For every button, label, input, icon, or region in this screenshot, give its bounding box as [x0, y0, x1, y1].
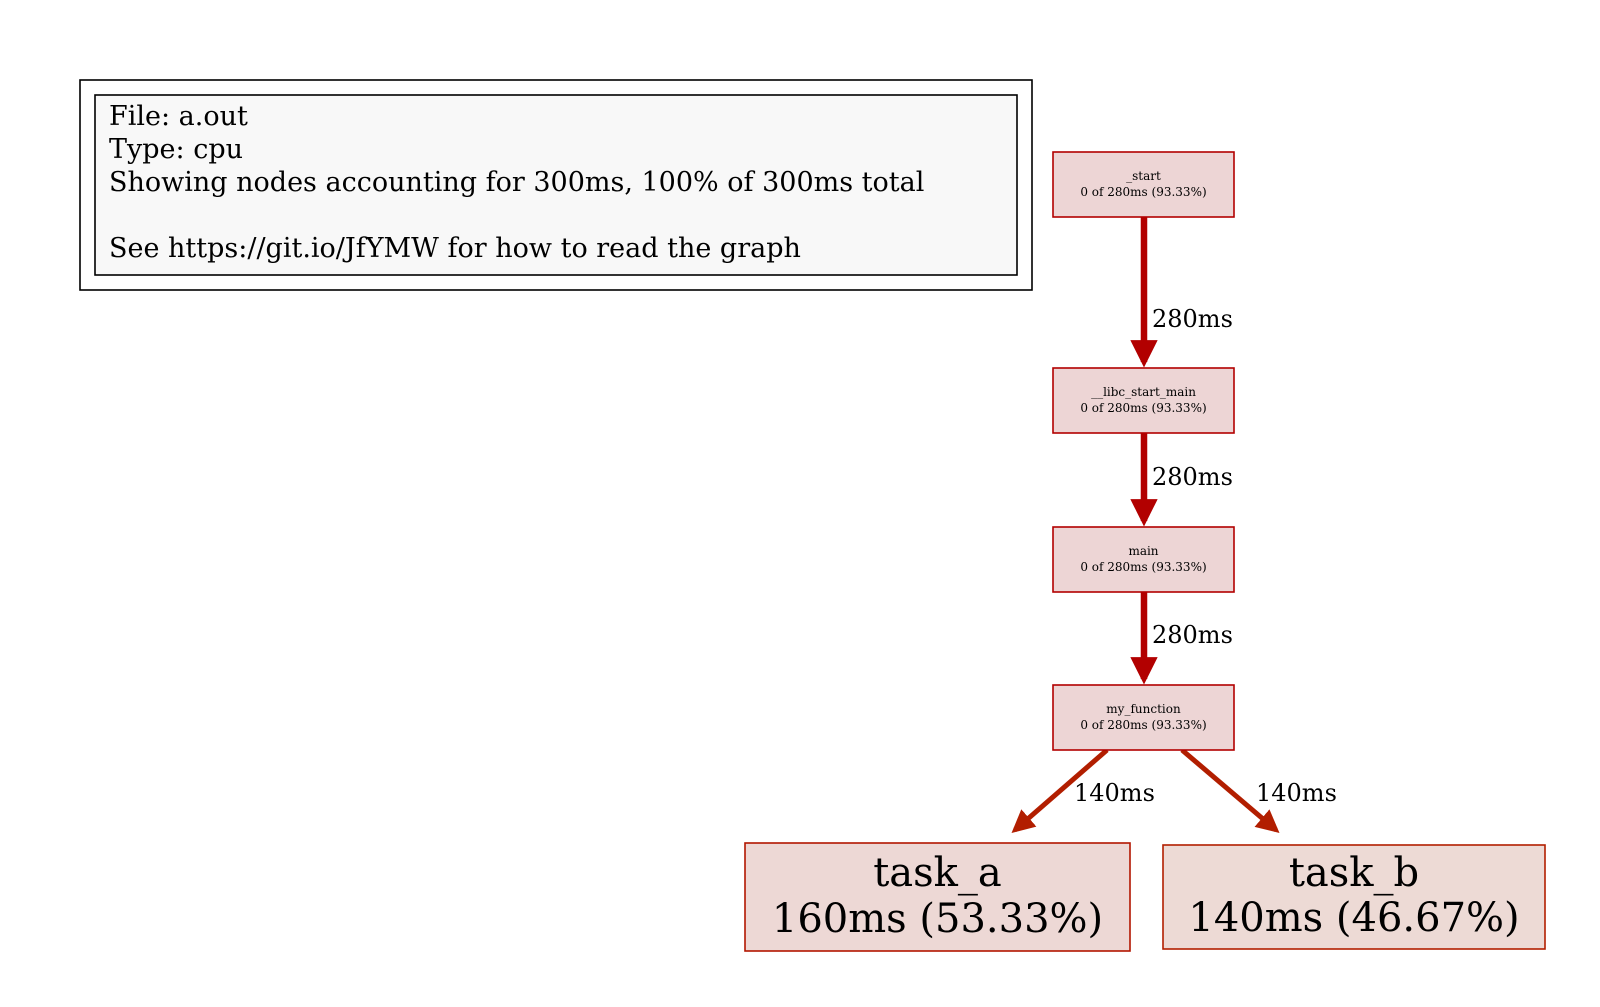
node-name: _start	[1126, 169, 1161, 183]
node-name: task_a	[873, 850, 1002, 896]
legend-type-line: Type: cpu	[109, 134, 243, 165]
edge-label: 140ms	[1256, 779, 1337, 807]
node-name: task_b	[1288, 850, 1420, 896]
node-name: __libc_start_main	[1091, 385, 1196, 399]
legend-summary-line: Showing nodes accounting for 300ms, 100% of 300ms total	[109, 167, 925, 198]
node-stat: 140ms (46.67%)	[1188, 895, 1520, 941]
legend-help-line: See https://git.io/JfYMW for how to read the graph	[109, 233, 801, 264]
node-stat: 0 of 280ms (93.33%)	[1080, 560, 1207, 574]
edge-label: 280ms	[1152, 305, 1233, 333]
node-stat: 0 of 280ms (93.33%)	[1080, 401, 1207, 415]
edge-label: 280ms	[1152, 621, 1233, 649]
node-name: my_function	[1106, 702, 1181, 716]
edge-start-to-libc-start-main[interactable]	[1144, 217, 1233, 362]
node-my-function[interactable]	[1053, 685, 1234, 750]
node-stat: 0 of 280ms (93.33%)	[1080, 718, 1207, 732]
edge-my-function-to-task-a[interactable]	[1015, 750, 1155, 830]
edge-label: 280ms	[1152, 463, 1233, 491]
node-task-b[interactable]	[1163, 845, 1545, 949]
node-libc-start-main[interactable]	[1053, 368, 1234, 433]
node-stat: 0 of 280ms (93.33%)	[1080, 185, 1207, 199]
edge-my-function-to-task-b[interactable]	[1182, 750, 1337, 830]
edge-libc-start-main-to-main[interactable]	[1144, 433, 1233, 521]
edge-main-to-my-function[interactable]	[1144, 592, 1233, 679]
legend	[80, 80, 1032, 290]
node-name: main	[1128, 544, 1159, 558]
node-stat: 160ms (53.33%)	[771, 896, 1104, 942]
node-task-a[interactable]	[745, 843, 1130, 951]
edge-label: 140ms	[1074, 779, 1155, 807]
node-main[interactable]	[1053, 527, 1234, 592]
legend-file-line: File: a.out	[109, 101, 248, 132]
node-start[interactable]	[1053, 152, 1234, 217]
